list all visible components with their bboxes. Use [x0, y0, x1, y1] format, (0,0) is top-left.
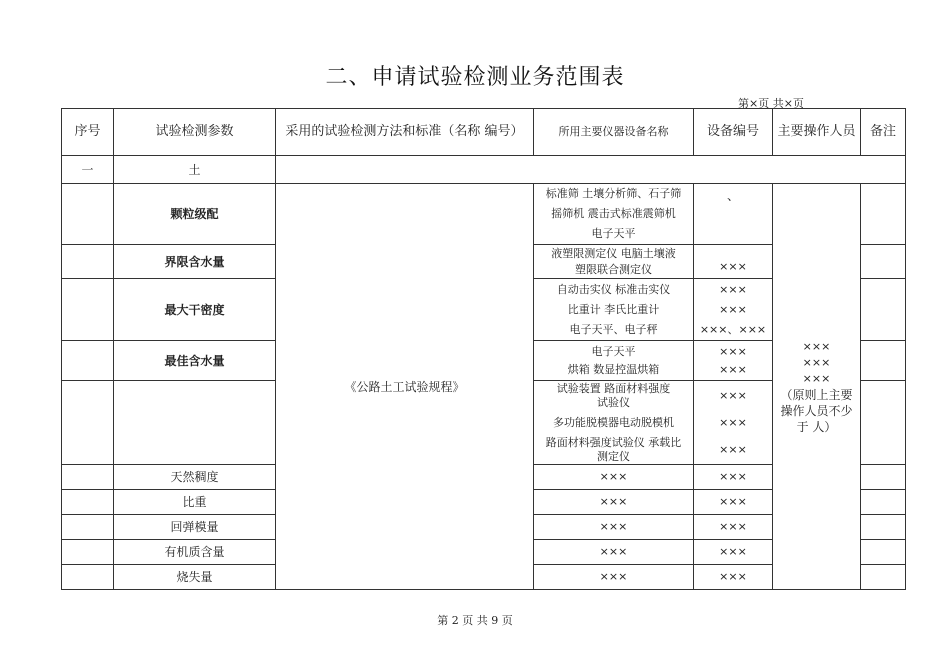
remarks-cell	[861, 465, 906, 490]
operators-line: 操作人员不少	[780, 403, 853, 418]
row-seq	[62, 279, 114, 341]
header-equip-no: 设备编号	[694, 109, 773, 156]
section-seq: 一	[62, 156, 114, 184]
operators-line: （原则上主要	[780, 387, 853, 402]
remarks-cell	[861, 565, 906, 590]
param-cell: 颗粒级配	[114, 184, 276, 245]
header-row	[62, 109, 906, 156]
param-cell: 有机质含量	[114, 540, 276, 565]
equip-no-cell	[694, 381, 773, 465]
equip-no-line: ×××	[719, 442, 747, 456]
param-cell: 界限含水量	[114, 245, 276, 279]
operators-line: ×××	[802, 371, 831, 385]
equipment-line: 烘箱 数显控温烘箱	[567, 362, 660, 376]
header-operators: 主要操作人员	[773, 109, 861, 156]
param-cell: 烧失量	[114, 565, 276, 590]
param-cell: 最佳含水量	[114, 341, 276, 381]
equipment-line: 路面材料强度试验仪 承载比	[545, 435, 682, 449]
row-seq	[62, 490, 114, 515]
row-seq	[62, 515, 114, 540]
equipment-line: 自动击实仪 标准击实仪	[556, 282, 671, 296]
remarks-cell	[861, 490, 906, 515]
equipment-line: 电子天平、电子秤	[569, 322, 658, 336]
equip-no-cell	[694, 279, 773, 341]
row-seq	[62, 341, 114, 381]
equipment-line: 比重计 李氏比重计	[567, 302, 660, 316]
row-seq	[62, 245, 114, 279]
remarks-cell	[861, 184, 906, 245]
param-cell	[114, 381, 276, 465]
equipment-cell: ×××	[534, 565, 694, 590]
row-seq	[62, 565, 114, 590]
equip-no-cell: ×××	[694, 515, 773, 540]
equip-no-cell	[694, 341, 773, 381]
equip-no-line: ×××	[719, 388, 747, 402]
page-footer: 第 2 页 共 9 页	[437, 614, 513, 627]
equip-no-line: ×××、×××	[699, 322, 767, 336]
equip-no-cell: ×××	[694, 245, 773, 279]
remarks-cell	[861, 515, 906, 540]
equipment-cell: ×××	[534, 490, 694, 515]
equipment-line: 标准筛 土壤分析筛、石子筛	[545, 187, 682, 200]
method-cell: 《公路土工试验规程》	[276, 184, 534, 590]
equipment-cell	[534, 279, 694, 341]
equip-no-line: ×××	[719, 344, 747, 358]
page-indicator: 第×页 共×页	[738, 97, 804, 110]
param-cell: 天然稠度	[114, 465, 276, 490]
equipment-line: 试验仪	[597, 395, 630, 409]
equipment-cell	[534, 381, 694, 465]
equipment-line: 电子天平	[591, 227, 636, 240]
header-seq: 序号	[62, 109, 114, 156]
equipment-cell	[534, 184, 694, 245]
operators-cell	[773, 184, 861, 590]
remarks-cell	[861, 540, 906, 565]
equipment-cell	[534, 341, 694, 381]
equipment-line: 塑限联合测定仪	[575, 262, 652, 276]
equip-no-cell: ×××	[694, 465, 773, 490]
equipment-line: 摇筛机 震击式标准震筛机	[551, 207, 676, 220]
equip-no-cell: ×××	[694, 490, 773, 515]
equip-no-line: ×××	[719, 362, 747, 376]
remarks-cell	[861, 381, 906, 465]
equipment-line: 测定仪	[597, 449, 630, 463]
equipment-line: 试验装置 路面材料强度	[556, 381, 671, 395]
equip-no-cell: ×××	[694, 540, 773, 565]
section-name: 土	[114, 156, 276, 184]
section-blank	[276, 156, 906, 184]
equipment-cell: ×××	[534, 465, 694, 490]
operators-line: ×××	[802, 355, 831, 369]
scope-table	[61, 108, 906, 590]
equipment-line: 多功能脱模器电动脱模机	[553, 415, 674, 429]
equipment-line: 液塑限测定仪 电脑土壤液	[551, 246, 676, 260]
equip-no-line: ×××	[719, 415, 747, 429]
row-seq	[62, 540, 114, 565]
equipment-line: 电子天平	[591, 344, 636, 358]
row-seq	[62, 184, 114, 245]
equip-no-cell: ×××	[694, 565, 773, 590]
table-row	[62, 184, 906, 245]
row-seq	[62, 465, 114, 490]
equipment-cell: ×××	[534, 540, 694, 565]
param-cell: 比重	[114, 490, 276, 515]
equipment-cell	[534, 245, 694, 279]
row-seq	[62, 381, 114, 465]
equip-no-cell: 、	[694, 184, 773, 245]
equip-no-line: ×××	[719, 282, 747, 296]
header-equipment: 所用主要仪器设备名称	[534, 109, 694, 156]
remarks-cell	[861, 341, 906, 381]
remarks-cell	[861, 245, 906, 279]
remarks-cell	[861, 279, 906, 341]
equip-no-line: ×××	[719, 302, 747, 316]
header-method: 采用的试验检测方法和标准（名称 编号）	[276, 109, 534, 156]
header-remarks: 备注	[861, 109, 906, 156]
operators-line: 于 人）	[796, 419, 837, 434]
param-cell: 最大干密度	[114, 279, 276, 341]
page-title: 二、申请试验检测业务范围表	[325, 65, 625, 90]
equipment-cell: ×××	[534, 515, 694, 540]
section-row	[62, 156, 906, 184]
operators-line: ×××	[802, 339, 831, 353]
param-cell: 回弹模量	[114, 515, 276, 540]
header-param: 试验检测参数	[114, 109, 276, 156]
